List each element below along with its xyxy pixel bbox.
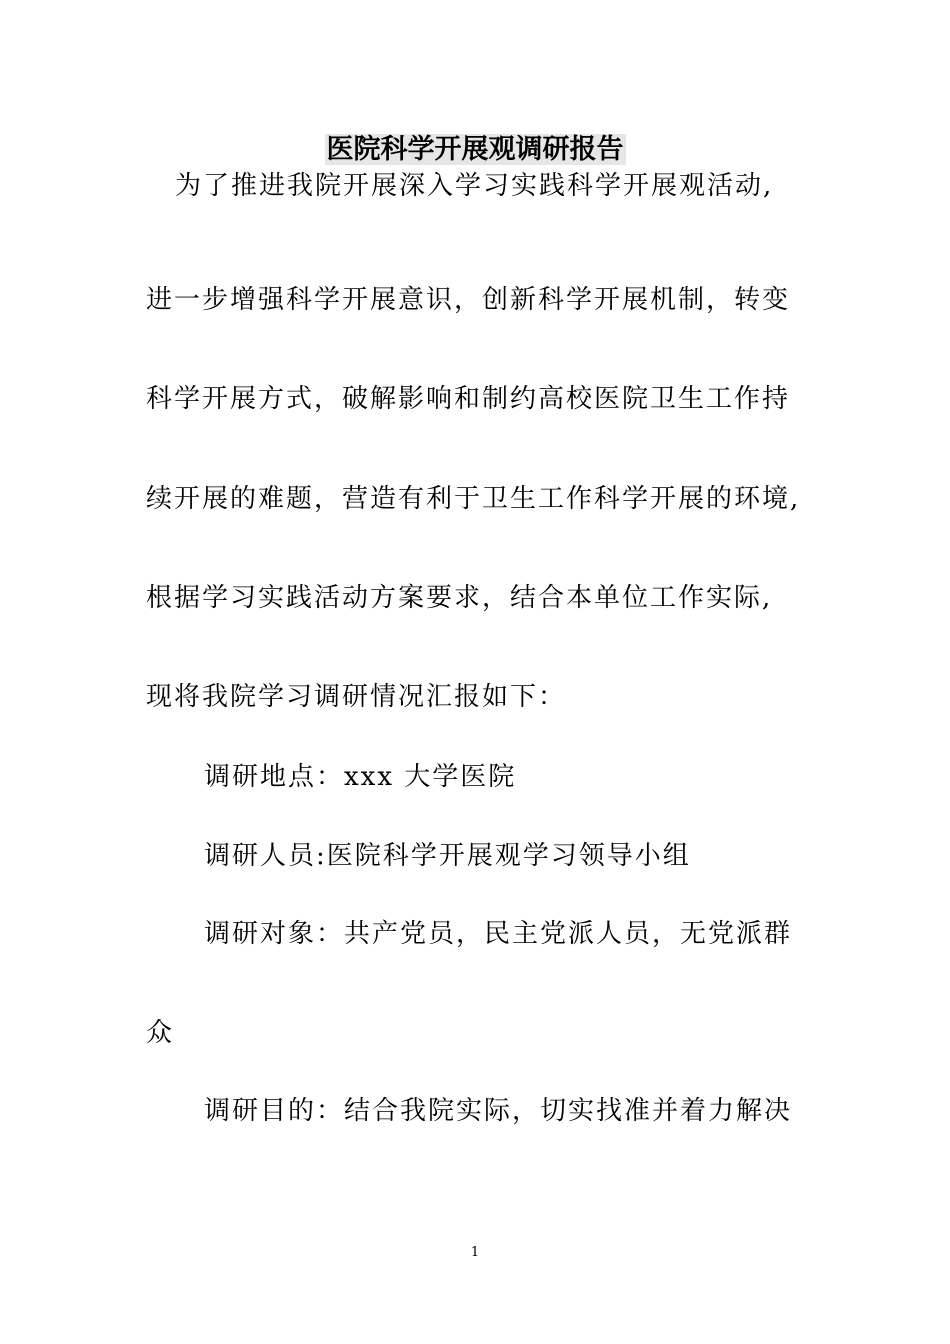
page-number: 1 [470, 1245, 480, 1260]
survey-personnel: 调研人员:医院科学开展观学习领导小组 [204, 841, 691, 871]
paragraph-line-5: 根据学习实践活动方案要求，结合本单位工作实际, [146, 583, 773, 613]
survey-subjects-continued: 众 [146, 1018, 175, 1048]
paragraph-line-2: 进一步增强科学开展意识，创新科学开展机制，转变 [146, 285, 791, 315]
survey-location: 调研地点：xxx 大学医院 [204, 762, 517, 792]
survey-purpose: 调研目的：结合我院实际，切实找准并着力解决 [204, 1096, 793, 1126]
paragraph-line-4: 续开展的难题，营造有利于卫生工作科学开展的环境, [146, 484, 801, 514]
document-title-text: 医院科学开展观调研报告 [326, 134, 624, 165]
paragraph-line-1: 为了推进我院开展深入学习实践科学开展观活动, [175, 171, 774, 201]
paragraph-line-3: 科学开展方式，破解影响和制约高校医院卫生工作持 [146, 384, 791, 414]
document-title [0, 130, 950, 170]
paragraph-line-6: 现将我院学习调研情况汇报如下： [146, 682, 567, 712]
survey-subjects: 调研对象：共产党员，民主党派人员，无党派群 [204, 919, 793, 949]
